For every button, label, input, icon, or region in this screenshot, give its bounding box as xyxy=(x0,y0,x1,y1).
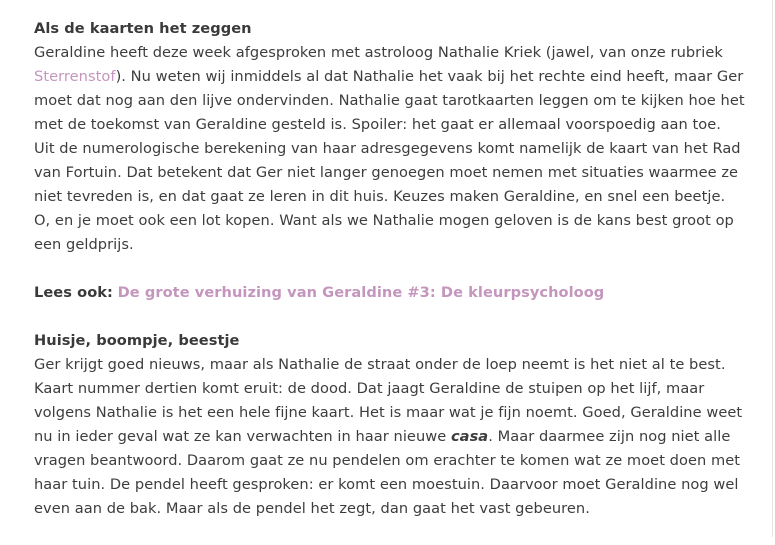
section-heading-garden: Huisje, boompje, beestje xyxy=(34,332,240,349)
section-tarot xyxy=(34,17,746,257)
read-also-label: Lees ook: xyxy=(34,284,113,301)
read-also xyxy=(34,281,746,305)
section-heading-tarot: Als de kaarten het zeggen xyxy=(34,20,252,37)
article-body xyxy=(34,17,746,545)
paragraph-text: Geraldine heeft deze week afgesproken met astroloog Nathalie Kriek (jawel, van onze rubriek xyxy=(34,44,723,61)
paragraph-text: Ger krijgt goed nieuws, maar als Nathalie de straat onder de loep neemt is het niet al te best. Kaart nummer dertien komt eruit: de dood. Dat jaagt Geraldine de stuipen op het lijf, maar volgens Nathalie is het een hele fijne kaart. Het is maar wat je fijn noemt. Goed, Geraldine weet nu in ieder geval wat ze kan verwachten in haar nieuwe xyxy=(34,356,743,445)
emphasis-casa: casa xyxy=(450,428,489,445)
read-also-link[interactable]: De grote verhuizing van Geraldine #3: De kleurpsycholoog xyxy=(117,284,605,301)
section-garden xyxy=(34,329,746,521)
paragraph-text: ). Nu weten wij inmiddels al dat Nathalie het vaak bij het rechte eind heeft, maar Ger moet dat nog aan den lijve ondervinden. Nathalie gaat tarotkaarten leggen om te kijken hoe het met de toekomst van Geraldine gesteld is. Spoiler: het gaat er allemaal voorspoedig aan toe. Uit de numerologische berekening van haar adresgegevens komt namelijk de kaart van het Rad van Fortuin. Dat betekent dat Ger niet langer genoegen moet nemen met situaties waarmee ze niet tevreden is, en dat gaat ze leren in dit huis. Keuzes maken Geraldine, en snel een beetje. O, en je moet ook een lot kopen. Want als we Nathalie mogen geloven is de kans best groot op een geldprijs. xyxy=(34,68,745,253)
sterrenstof-link[interactable]: Sterrenstof xyxy=(34,68,116,85)
paragraph-text: . Maar daarmee zijn nog niet alle vragen beantwoord. Daarom gaat ze nu pendelen om erachter te komen wat ze moet doen met haar tuin. De pendel heeft gesproken: er komt een moestuin. Daarvoor moet Geraldine nog wel even aan de bak. Maar als de pendel het zegt, dan gaat het vast gebeuren. xyxy=(34,428,741,517)
